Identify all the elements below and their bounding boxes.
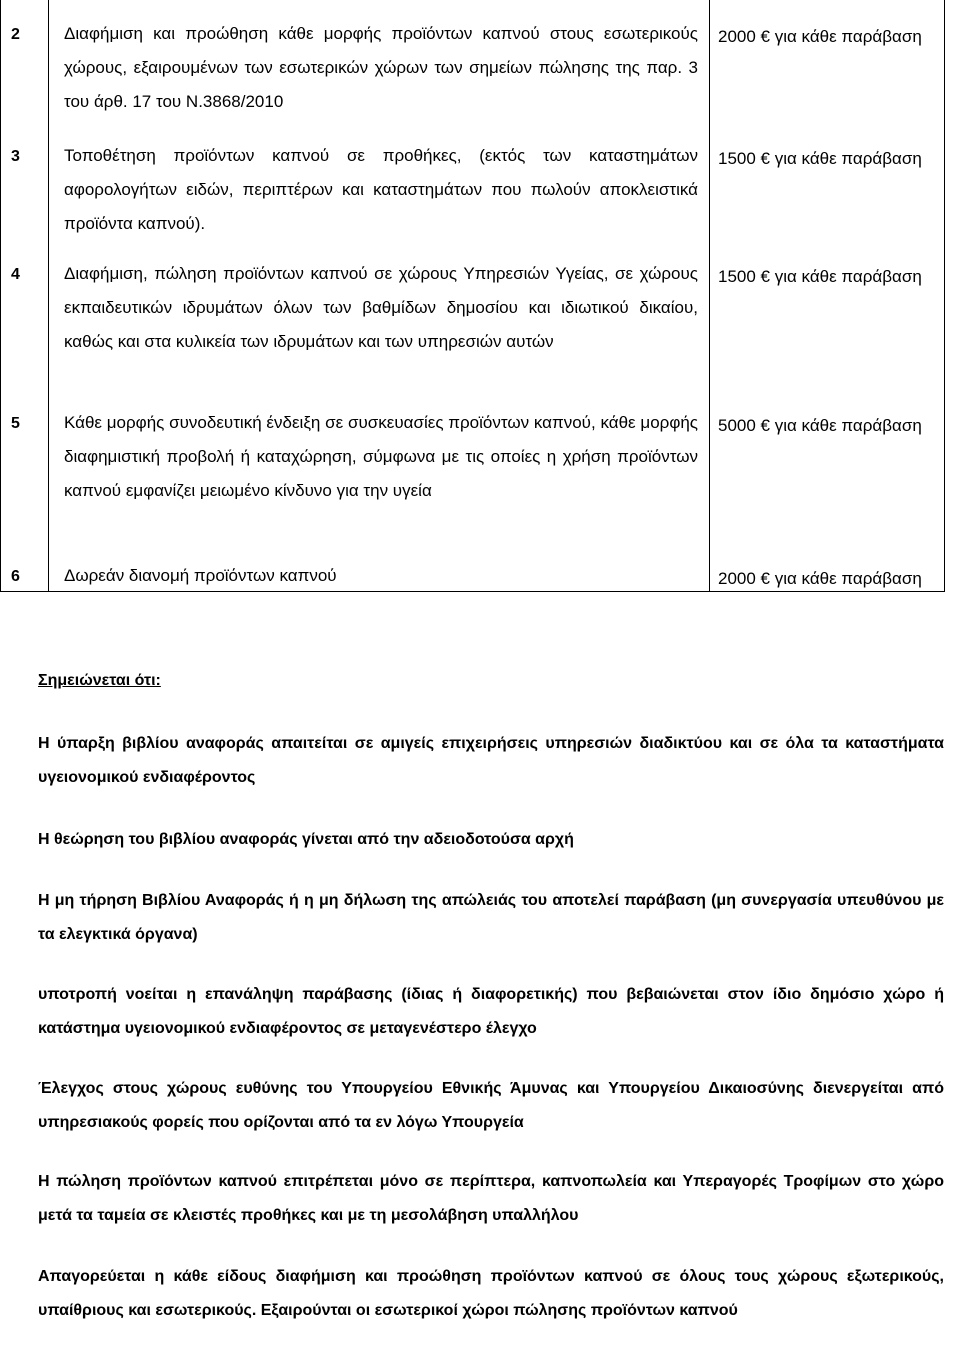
row-number: 6 xyxy=(11,568,20,585)
note-paragraph: Η θεώρηση του βιβλίου αναφοράς γίνεται από την αδειοδοτούσα αρχή xyxy=(38,831,574,848)
notes-title: Σημειώνεται ότι: xyxy=(38,672,161,689)
note-paragraph: Απαγορεύεται η κάθε είδους διαφήμιση και προώθηση προϊόντων καπνού σε όλους τους χώρους εξωτερικούς, υπαίθριους και εσωτερικούς. Εξαιρούνται οι εσωτερικοί χώροι πώλησης προϊόντων καπνού xyxy=(38,1268,944,1319)
note-paragraph: Η ύπαρξη βιβλίου αναφοράς απαιτείται σε αμιγείς επιχειρήσεις υπηρεσιών διαδικτύου και σε όλα τα καταστήματα υγειονομικού ενδιαφέροντος xyxy=(38,735,944,786)
table-right-border xyxy=(944,0,945,592)
row-fine: 2000 € για κάθε παράβαση xyxy=(718,569,922,588)
row-fine: 1500 € για κάθε παράβαση xyxy=(718,149,922,168)
row-number: 4 xyxy=(11,266,20,283)
table-left-border xyxy=(0,0,1,592)
table-col-divider-2 xyxy=(709,0,710,592)
row-number: 5 xyxy=(11,415,20,432)
row-number: 3 xyxy=(11,148,20,165)
row-description: Κάθε μορφής συνοδευτική ένδειξη σε συσκευασίες προϊόντων καπνού, κάθε μορφής διαφημιστική προβολή ή καταχώρηση, σύμφωνα με τις οποίες η χρήση προϊόντων καπνού εμφανίζει μειωμένο κίνδυνο για την υγεία xyxy=(64,413,698,500)
row-fine: 2000 € για κάθε παράβαση xyxy=(718,27,922,46)
note-paragraph: Η πώληση προϊόντων καπνού επιτρέπεται μόνο σε περίπτερα, καπνοπωλεία και Υπεραγορές Τροφίμων στο χώρο μετά τα ταμεία σε κλειστές προθήκες και με τη μεσολάβηση υπαλλήλου xyxy=(38,1173,944,1224)
row-description: Διαφήμιση, πώληση προϊόντων καπνού σε χώρους Υπηρεσιών Υγείας, σε χώρους εκπαιδευτικών ιδρυμάτων όλων των βαθμίδων δημοσίου και ιδιωτικού δικαίου, καθώς και στα κυλικεία των ιδρυμάτων και των υπηρεσιών αυτών xyxy=(64,264,698,351)
row-fine: 1500 € για κάθε παράβαση xyxy=(718,267,922,286)
row-description: Τοποθέτηση προϊόντων καπνού σε προθήκες, (εκτός των καταστημάτων αφορολογήτων ειδών, περιπτέρων και καταστημάτων που πωλούν αποκλειστικά προϊόντα καπνού). xyxy=(64,146,698,233)
note-paragraph: Έλεγχος στους χώρους ευθύνης του Υπουργείου Εθνικής Άμυνας και Υπουργείου Δικαιοσύνης διενεργείται από υπηρεσιακούς φορείς που ορίζονται από τα εν λόγω Υπουργεία xyxy=(38,1080,944,1131)
table-col-divider-1 xyxy=(48,0,49,592)
note-paragraph: υποτροπή νοείται η επανάληψη παράβασης (ίδιας ή διαφορετικής) που βεβαιώνεται στον ίδιο δημόσιο χώρο ή κατάστημα υγειονομικού ενδιαφέροντος σε μεταγενέστερο έλεγχο xyxy=(38,986,944,1037)
row-description: Δωρεάν διανομή προϊόντων καπνού xyxy=(64,566,337,585)
row-fine: 5000 € για κάθε παράβαση xyxy=(718,416,922,435)
row-number: 2 xyxy=(11,26,20,43)
row-description: Διαφήμιση και προώθηση κάθε μορφής προϊόντων καπνού στους εσωτερικούς χώρους, εξαιρουμένων των εσωτερικών χώρων των σημείων πώλησης της παρ. 3 του άρθ. 17 του Ν.3868/2010 xyxy=(64,24,698,111)
note-paragraph: Η μη τήρηση Βιβλίου Αναφοράς ή η μη δήλωση της απώλειάς του αποτελεί παράβαση (μη συνεργασία υπευθύνου με τα ελεγκτικά όργανα) xyxy=(38,892,944,943)
